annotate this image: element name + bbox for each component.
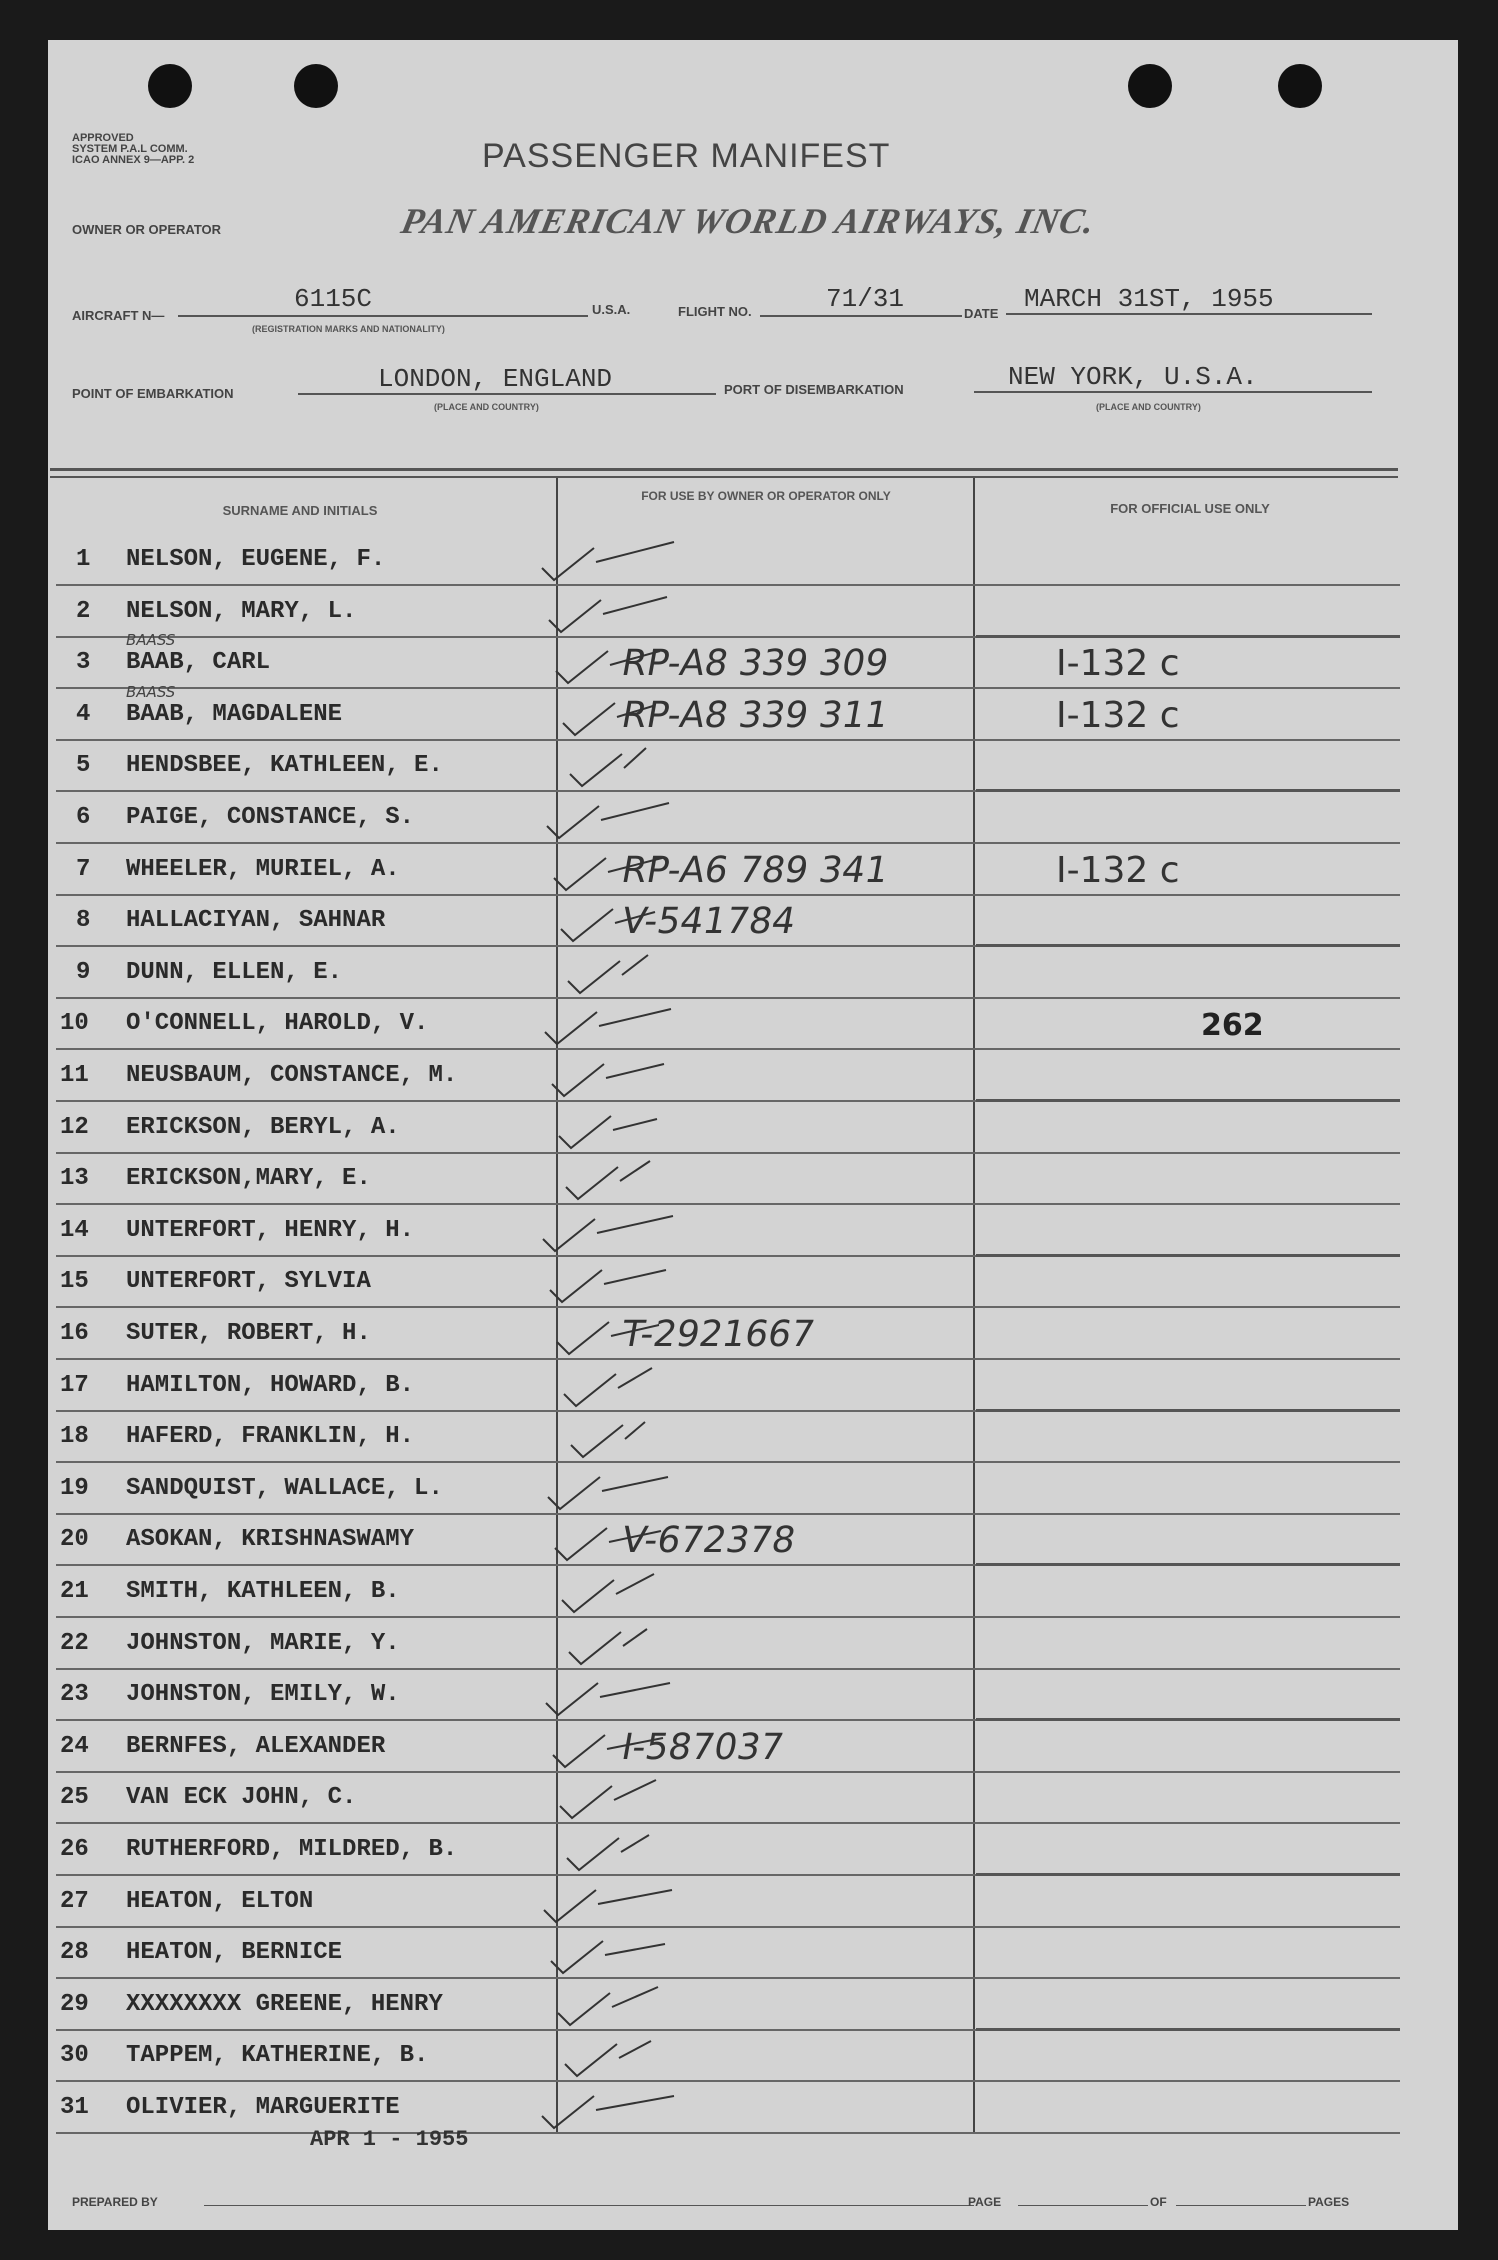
passenger-name: NEUSBAUM, CONSTANCE, M. — [126, 1062, 458, 1089]
passenger-name: TAPPEM, KATHERINE, B. — [126, 2042, 429, 2069]
surname-header: SURNAME AND INITIALS — [222, 503, 378, 518]
passenger-number: 13 — [60, 1165, 89, 1192]
check-mark-icon — [534, 1566, 714, 1626]
disembarkation-sub-label: (PLACE AND COUNTRY) — [1096, 402, 1201, 412]
passenger-number: 10 — [60, 1010, 89, 1037]
flight-date: MARCH 31ST, 1955 — [1024, 284, 1274, 314]
passenger-name: HEATON, BERNICE — [126, 1939, 343, 1966]
passenger-name: SMITH, KATHLEEN, B. — [126, 1578, 400, 1605]
handwritten-correction: BAASS — [126, 631, 176, 649]
passenger-number: 1 — [76, 546, 91, 573]
table-row — [56, 1979, 1400, 2031]
date-label: DATE — [964, 306, 999, 321]
check-mark-icon — [534, 2030, 714, 2090]
passenger-name: HEATON, ELTON — [126, 1888, 314, 1915]
operator-name: PAN AMERICAN WORLD AIRWAYS, INC. — [397, 201, 1100, 241]
approval-line: ICAO ANNEX 9—APP. 2 — [72, 154, 195, 166]
passenger-number: 14 — [60, 1217, 89, 1244]
passenger-number: 11 — [60, 1062, 89, 1089]
passenger-number: 22 — [60, 1630, 89, 1657]
document-number: RP-A6 789 341 — [618, 850, 892, 891]
table-row — [56, 1514, 1400, 1566]
check-mark-icon — [534, 1256, 714, 1316]
official-use-header: FOR OFFICIAL USE ONLY — [1110, 501, 1270, 516]
passenger-name: VAN ECK JOHN, C. — [126, 1784, 357, 1811]
table-row — [56, 740, 1400, 792]
passenger-number: 5 — [76, 752, 91, 779]
check-mark-icon — [534, 534, 714, 594]
owner-use-header: FOR USE BY OWNER OR OPERATOR ONLY — [641, 489, 891, 503]
check-mark-icon — [534, 740, 714, 800]
passenger-name: OLIVIER, MARGUERITE — [126, 2094, 400, 2121]
passenger-number: 2 — [76, 598, 91, 625]
table-row — [56, 1308, 1400, 1360]
passenger-name: RUTHERFORD, MILDRED, B. — [126, 1836, 458, 1863]
table-row — [56, 683, 1400, 741]
table-row — [56, 1411, 1400, 1463]
table-row — [56, 631, 1400, 689]
document-number: RP-A8 339 309 — [618, 643, 892, 684]
passenger-number: 18 — [60, 1423, 89, 1450]
table-top-rule — [50, 476, 1398, 478]
check-mark-icon — [534, 1411, 714, 1471]
passenger-name: NELSON, MARY, L. — [126, 598, 357, 625]
official-code: I-132 c — [1056, 643, 1180, 684]
prepared-by-label: PREPARED BY — [72, 2195, 158, 2209]
passenger-name: UNTERFORT, HENRY, H. — [126, 1217, 415, 1244]
passenger-name: BERNFES, ALEXANDER — [126, 1733, 386, 1760]
passenger-name: BAAB, CARL — [126, 649, 271, 676]
passenger-number: 20 — [60, 1526, 89, 1553]
embarkation-sub-label: (PLACE AND COUNTRY) — [434, 402, 539, 412]
passenger-number: 31 — [60, 2094, 89, 2121]
passenger-name: NELSON, EUGENE, F. — [126, 546, 386, 573]
passenger-number: 7 — [76, 856, 91, 883]
aircraft-sub-label: (REGISTRATION MARKS AND NATIONALITY) — [252, 324, 445, 334]
document-number: V-541784 — [618, 901, 799, 942]
of-underline — [1176, 2205, 1306, 2206]
flight-underline — [760, 315, 962, 317]
table-row — [56, 1824, 1400, 1876]
check-mark-icon — [534, 1772, 714, 1832]
flight-label: FLIGHT NO. — [678, 304, 752, 319]
table-row — [56, 1618, 1400, 1670]
table-row — [56, 1669, 1400, 1721]
passenger-number: 21 — [60, 1578, 89, 1605]
check-mark-icon — [534, 2082, 714, 2142]
table-row — [56, 1360, 1400, 1412]
embarkation-label: POINT OF EMBARKATION — [72, 386, 234, 401]
stamped-number: 262 — [1201, 1008, 1264, 1043]
document-number: I-587037 — [618, 1727, 787, 1768]
table-row — [56, 1772, 1400, 1824]
punch-hole — [1128, 64, 1172, 108]
document-number: V-672378 — [618, 1520, 799, 1561]
approval-line: SYSTEM P.A.L COMM. — [72, 143, 188, 155]
table-top-rule — [50, 468, 1398, 471]
passenger-name: DUNN, ELLEN, E. — [126, 959, 343, 986]
table-row — [56, 998, 1400, 1050]
passenger-name: O'CONNELL, HAROLD, V. — [126, 1010, 429, 1037]
check-mark-icon — [534, 1927, 714, 1987]
check-mark-icon — [534, 1050, 714, 1110]
passenger-number: 3 — [76, 649, 91, 676]
passenger-name: HAFERD, FRANKLIN, H. — [126, 1423, 415, 1450]
flight-number: 71/31 — [826, 284, 905, 314]
passenger-name: SANDQUIST, WALLACE, L. — [126, 1475, 443, 1502]
passenger-number: 27 — [60, 1888, 89, 1915]
passenger-number: 28 — [60, 1939, 89, 1966]
document-number: T-2921667 — [618, 1314, 818, 1355]
page-underline — [1018, 2205, 1148, 2206]
handwritten-correction: BAASS — [126, 683, 176, 701]
official-code: I-132 c — [1056, 695, 1180, 736]
table-row — [56, 1566, 1400, 1618]
passenger-name: ERICKSON, BERYL, A. — [126, 1114, 400, 1141]
table-row — [56, 1153, 1400, 1205]
passenger-number: 29 — [60, 1991, 89, 2018]
check-mark-icon — [534, 792, 714, 852]
document-number: RP-A8 339 311 — [618, 695, 892, 736]
passenger-name: HAMILTON, HOWARD, B. — [126, 1372, 415, 1399]
passenger-number: 6 — [76, 804, 91, 831]
passenger-name: JOHNSTON, EMILY, W. — [126, 1681, 400, 1708]
passenger-number: 16 — [60, 1320, 89, 1347]
of-label: OF — [1150, 2195, 1167, 2209]
pages-label: PAGES — [1308, 2195, 1350, 2209]
approval-line: APPROVED — [72, 132, 134, 144]
table-row — [56, 947, 1400, 999]
passenger-name: XXXXXXXX GREENE, HENRY — [126, 1991, 443, 2018]
disembarkation-label: PORT OF DISEMBARKATION — [724, 382, 904, 397]
passenger-name: JOHNSTON, MARIE, Y. — [126, 1630, 400, 1657]
table-row — [56, 895, 1400, 947]
passenger-number: 19 — [60, 1475, 89, 1502]
check-mark-icon — [534, 1824, 714, 1884]
passenger-name: UNTERFORT, SYLVIA — [126, 1268, 371, 1295]
owner-label: OWNER OR OPERATOR — [72, 222, 222, 237]
embarkation-point: LONDON, ENGLAND — [378, 364, 613, 394]
receipt-date-stamp: APR 1 - 1955 — [310, 2127, 469, 2152]
table-row — [56, 1102, 1400, 1154]
table-row — [56, 1205, 1400, 1257]
aircraft-label: AIRCRAFT N— — [72, 308, 165, 323]
passenger-number: 4 — [76, 701, 91, 728]
passenger-number: 26 — [60, 1836, 89, 1863]
approval-note — [72, 133, 194, 166]
passenger-name: PAIGE, CONSTANCE, S. — [126, 804, 415, 831]
passenger-name: SUTER, ROBERT, H. — [126, 1320, 371, 1347]
aircraft-number: 6115C — [294, 284, 373, 314]
passenger-number: 24 — [60, 1733, 89, 1760]
passenger-number: 25 — [60, 1784, 89, 1811]
check-mark-icon — [534, 998, 714, 1058]
table-row — [56, 1256, 1400, 1308]
passenger-number: 8 — [76, 907, 91, 934]
table-row — [56, 586, 1400, 638]
table-row — [56, 1876, 1400, 1928]
passenger-name: HALLACIYAN, SAHNAR — [126, 907, 386, 934]
passenger-name: ASOKAN, KRISHNASWAMY — [126, 1526, 415, 1553]
table-row — [56, 792, 1400, 844]
passenger-name: HENDSBEE, KATHLEEN, E. — [126, 752, 443, 779]
table-row — [56, 844, 1400, 896]
form-title: PASSENGER MANIFEST — [482, 137, 891, 175]
punch-hole — [294, 64, 338, 108]
official-code: I-132 c — [1056, 850, 1180, 891]
passenger-number: 12 — [60, 1114, 89, 1141]
passenger-number: 15 — [60, 1268, 89, 1295]
check-mark-icon — [534, 1153, 714, 1213]
passenger-name: BAAB, MAGDALENE — [126, 701, 343, 728]
punch-hole — [1278, 64, 1322, 108]
punch-hole — [148, 64, 192, 108]
passenger-name: ERICKSON,MARY, E. — [126, 1165, 371, 1192]
aircraft-underline — [178, 315, 588, 317]
table-row — [56, 2030, 1400, 2082]
table-row — [56, 534, 1400, 586]
passenger-number: 9 — [76, 959, 91, 986]
passenger-name: WHEELER, MURIEL, A. — [126, 856, 400, 883]
table-row — [56, 1050, 1400, 1102]
check-mark-icon — [534, 1669, 714, 1729]
passenger-number: 17 — [60, 1372, 89, 1399]
passenger-number: 30 — [60, 2042, 89, 2069]
row-rule — [56, 2132, 1400, 2134]
table-row — [56, 1927, 1400, 1979]
prepared-by-underline — [204, 2205, 974, 2206]
page-label: PAGE — [968, 2195, 1002, 2209]
table-row — [56, 2082, 1400, 2134]
table-row — [56, 1463, 1400, 1515]
usa-label: U.S.A. — [592, 302, 631, 317]
disembarkation-point: NEW YORK, U.S.A. — [1008, 362, 1258, 392]
table-row — [56, 1721, 1400, 1773]
passenger-number: 23 — [60, 1681, 89, 1708]
